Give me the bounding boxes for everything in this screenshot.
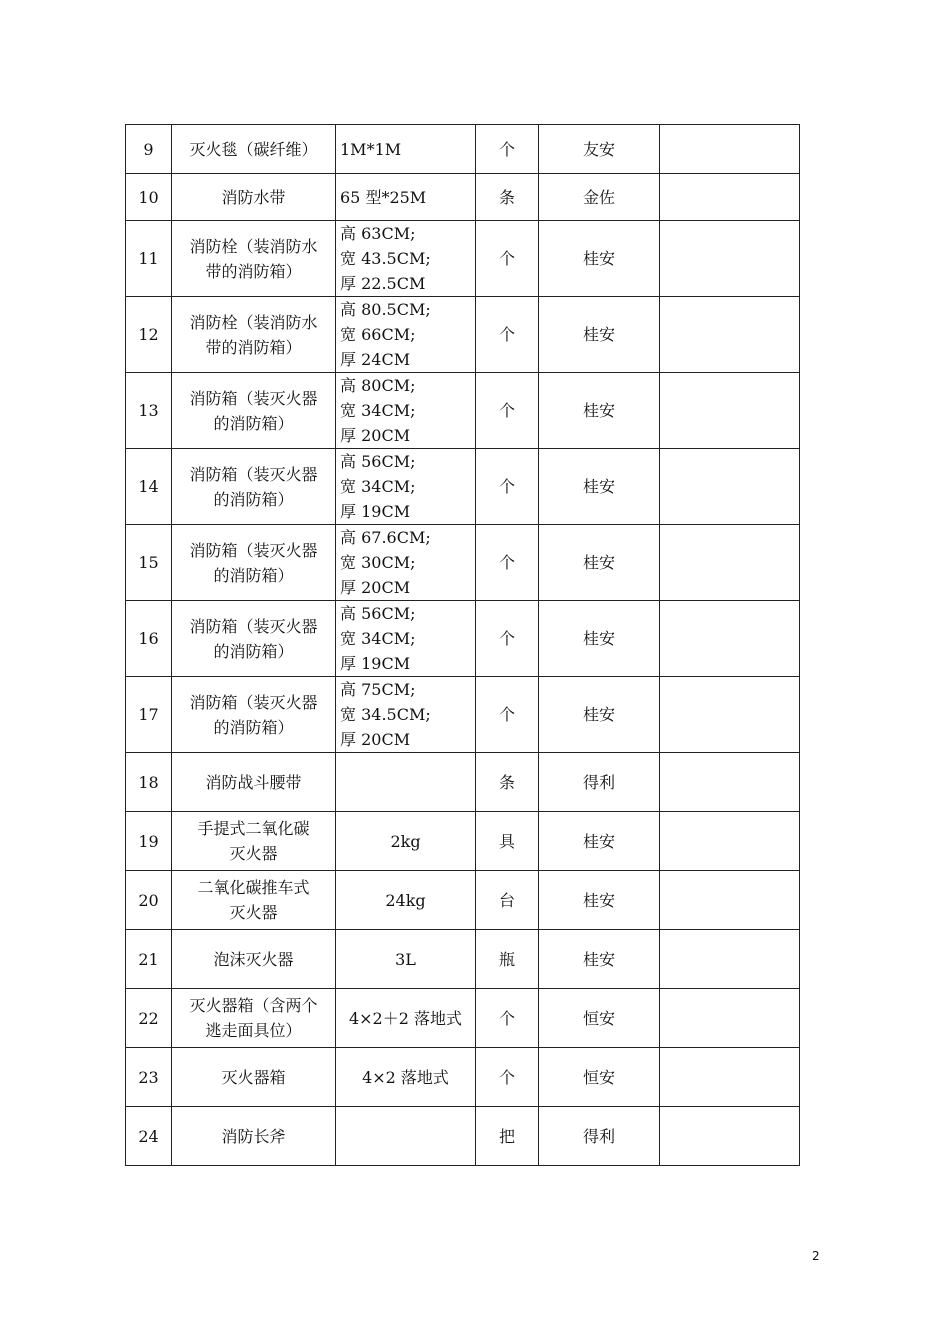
item-name-line: 的消防箱） (213, 489, 294, 509)
item-name-line: 灭火器箱 (221, 1067, 286, 1087)
table-row (126, 1048, 800, 1107)
specification-line: 4×2＋2 落地式 (348, 1008, 463, 1028)
cell-brand: 桂安 (539, 812, 660, 871)
cell-number: 13 (126, 373, 172, 449)
specification-line: 厚 20CM (340, 730, 411, 749)
specification-line: 厚 20CM (340, 578, 411, 597)
cell-number: 16 (126, 601, 172, 677)
cell-brand: 桂安 (539, 871, 660, 930)
cell-item-name (172, 449, 336, 525)
cell-unit: 瓶 (476, 930, 539, 989)
cell-number: 18 (126, 753, 172, 812)
cell-specification (336, 1048, 476, 1107)
table-row (126, 677, 800, 753)
specification-line: 厚 24CM (340, 350, 411, 369)
table-row (126, 812, 800, 871)
cell-number: 24 (126, 1107, 172, 1166)
cell-item-name (172, 677, 336, 753)
cell-unit: 个 (476, 1048, 539, 1107)
cell-item-name (172, 297, 336, 373)
cell-item-name (172, 174, 336, 221)
cell-number: 9 (126, 125, 172, 174)
table-row (126, 297, 800, 373)
cell-item-name (172, 812, 336, 871)
cell-specification (336, 221, 476, 297)
item-name-line: 手提式二氧化碳 (197, 819, 310, 838)
item-name-line: 灭火毯（碳纤维） (189, 139, 318, 159)
table-row (126, 753, 800, 812)
cell-specification (336, 373, 476, 449)
cell-specification (336, 449, 476, 525)
table-row (126, 601, 800, 677)
item-name-line: 消防箱（装灭火器 (189, 388, 318, 408)
table-row (126, 1107, 800, 1166)
table-row (126, 525, 800, 601)
specification-line: 宽 43.5CM; (340, 249, 431, 268)
cell-unit: 具 (476, 812, 539, 871)
specification-line: 1M*1M (340, 139, 402, 159)
cell-item-name (172, 1048, 336, 1107)
cell-item-name (172, 125, 336, 174)
cell-brand: 得利 (539, 753, 660, 812)
cell-specification (336, 871, 476, 930)
item-name-line: 灭火器 (229, 844, 278, 863)
cell-unit: 个 (476, 677, 539, 753)
cell-number: 10 (126, 174, 172, 221)
specification-line: 高 80CM; (340, 376, 416, 395)
item-name-line: 逃走面具位） (205, 1021, 302, 1040)
cell-unit: 台 (476, 871, 539, 930)
cell-specification (336, 525, 476, 601)
specification-line: 3L (395, 949, 416, 969)
cell-item-name (172, 930, 336, 989)
cell-item-name (172, 373, 336, 449)
page-number: 2 (812, 1249, 820, 1263)
cell-brand: 桂安 (539, 297, 660, 373)
specification-line: 宽 34CM; (340, 477, 416, 496)
cell-number: 22 (126, 989, 172, 1048)
item-name-line: 消防战斗腰带 (205, 772, 302, 792)
cell-specification (336, 601, 476, 677)
cell-specification (336, 174, 476, 221)
cell-brand: 桂安 (539, 373, 660, 449)
item-name-line: 二氧化碳推车式 (197, 878, 310, 897)
cell-remarks (660, 373, 800, 449)
item-name-line: 的消防箱） (213, 565, 294, 585)
table-row (126, 449, 800, 525)
item-name-line: 带的消防箱） (205, 337, 302, 357)
cell-number: 21 (126, 930, 172, 989)
item-name-line: 消防箱（装灭火器 (189, 540, 318, 560)
cell-brand: 友安 (539, 125, 660, 174)
item-name-line: 消防栓（装消防水 (189, 236, 318, 256)
cell-specification (336, 753, 476, 812)
cell-remarks (660, 125, 800, 174)
cell-specification (336, 989, 476, 1048)
cell-remarks (660, 297, 800, 373)
cell-brand: 得利 (539, 1107, 660, 1166)
specification-line: 高 63CM; (340, 224, 416, 243)
cell-remarks (660, 677, 800, 753)
cell-brand: 桂安 (539, 525, 660, 601)
cell-brand: 恒安 (539, 989, 660, 1048)
cell-specification (336, 297, 476, 373)
specification-line: 高 80.5CM; (340, 300, 431, 319)
cell-unit: 个 (476, 525, 539, 601)
cell-brand: 桂安 (539, 221, 660, 297)
specification-line: 2kg (390, 831, 421, 851)
specification-line: 宽 34CM; (340, 629, 416, 648)
cell-number: 23 (126, 1048, 172, 1107)
table-body (126, 125, 800, 1166)
cell-number: 17 (126, 677, 172, 753)
cell-unit: 个 (476, 125, 539, 174)
cell-brand: 桂安 (539, 449, 660, 525)
cell-item-name (172, 525, 336, 601)
cell-unit: 个 (476, 601, 539, 677)
cell-number: 19 (126, 812, 172, 871)
cell-number: 12 (126, 297, 172, 373)
cell-item-name (172, 1107, 336, 1166)
table-row (126, 373, 800, 449)
cell-brand: 金佐 (539, 174, 660, 221)
cell-unit: 条 (476, 753, 539, 812)
table-row (126, 174, 800, 221)
table-row (126, 930, 800, 989)
specification-line: 4×2 落地式 (362, 1067, 449, 1087)
cell-item-name (172, 601, 336, 677)
cell-unit: 条 (476, 174, 539, 221)
cell-remarks (660, 174, 800, 221)
cell-remarks (660, 930, 800, 989)
item-name-line: 带的消防箱） (205, 261, 302, 281)
cell-remarks (660, 1107, 800, 1166)
specification-line: 厚 20CM (340, 426, 411, 445)
cell-unit: 个 (476, 297, 539, 373)
item-name-line: 消防箱（装灭火器 (189, 464, 318, 484)
item-name-line: 的消防箱） (213, 641, 294, 661)
specification-line: 厚 19CM (340, 502, 411, 521)
specification-line: 厚 22.5CM (340, 274, 426, 293)
table-row (126, 125, 800, 174)
specification-line: 65 型*25M (340, 187, 427, 207)
table-row (126, 989, 800, 1048)
item-name-line: 的消防箱） (213, 717, 294, 737)
cell-remarks (660, 753, 800, 812)
specification-line: 24kg (385, 890, 426, 910)
item-name-line: 泡沫灭火器 (213, 949, 294, 969)
specification-line: 高 56CM; (340, 452, 416, 471)
cell-item-name (172, 989, 336, 1048)
cell-unit: 个 (476, 449, 539, 525)
cell-remarks (660, 989, 800, 1048)
cell-unit: 个 (476, 373, 539, 449)
cell-remarks (660, 221, 800, 297)
table-row (126, 221, 800, 297)
cell-remarks (660, 601, 800, 677)
item-name-line: 的消防箱） (213, 413, 294, 433)
cell-brand: 桂安 (539, 677, 660, 753)
item-name-line: 消防箱（装灭火器 (189, 616, 318, 636)
item-name-line: 消防箱（装灭火器 (189, 692, 318, 712)
cell-unit: 个 (476, 221, 539, 297)
specification-line: 宽 34CM; (340, 401, 416, 420)
specification-line: 高 56CM; (340, 604, 416, 623)
cell-number: 20 (126, 871, 172, 930)
item-name-line: 消防栓（装消防水 (189, 312, 318, 332)
specification-line: 宽 30CM; (340, 553, 416, 572)
cell-item-name (172, 871, 336, 930)
cell-specification (336, 677, 476, 753)
cell-unit: 把 (476, 1107, 539, 1166)
cell-unit: 个 (476, 989, 539, 1048)
cell-brand: 桂安 (539, 601, 660, 677)
item-name-line: 消防水带 (221, 187, 286, 207)
item-name-line: 灭火器箱（含两个 (189, 996, 318, 1015)
cell-item-name (172, 753, 336, 812)
cell-number: 15 (126, 525, 172, 601)
specification-line: 厚 19CM (340, 654, 411, 673)
cell-brand: 桂安 (539, 930, 660, 989)
cell-item-name (172, 221, 336, 297)
item-name-line: 消防长斧 (221, 1126, 286, 1146)
equipment-table (125, 124, 800, 1166)
cell-remarks (660, 812, 800, 871)
specification-line: 宽 34.5CM; (340, 705, 431, 724)
cell-specification (336, 125, 476, 174)
cell-specification (336, 812, 476, 871)
cell-number: 14 (126, 449, 172, 525)
table-row (126, 871, 800, 930)
specification-line: 高 67.6CM; (340, 528, 431, 547)
item-name-line: 灭火器 (229, 903, 278, 922)
cell-specification (336, 930, 476, 989)
specification-line: 高 75CM; (340, 680, 416, 699)
cell-remarks (660, 449, 800, 525)
cell-number: 11 (126, 221, 172, 297)
cell-specification (336, 1107, 476, 1166)
cell-remarks (660, 525, 800, 601)
cell-remarks (660, 871, 800, 930)
specification-line: 宽 66CM; (340, 325, 416, 344)
cell-brand: 恒安 (539, 1048, 660, 1107)
cell-remarks (660, 1048, 800, 1107)
